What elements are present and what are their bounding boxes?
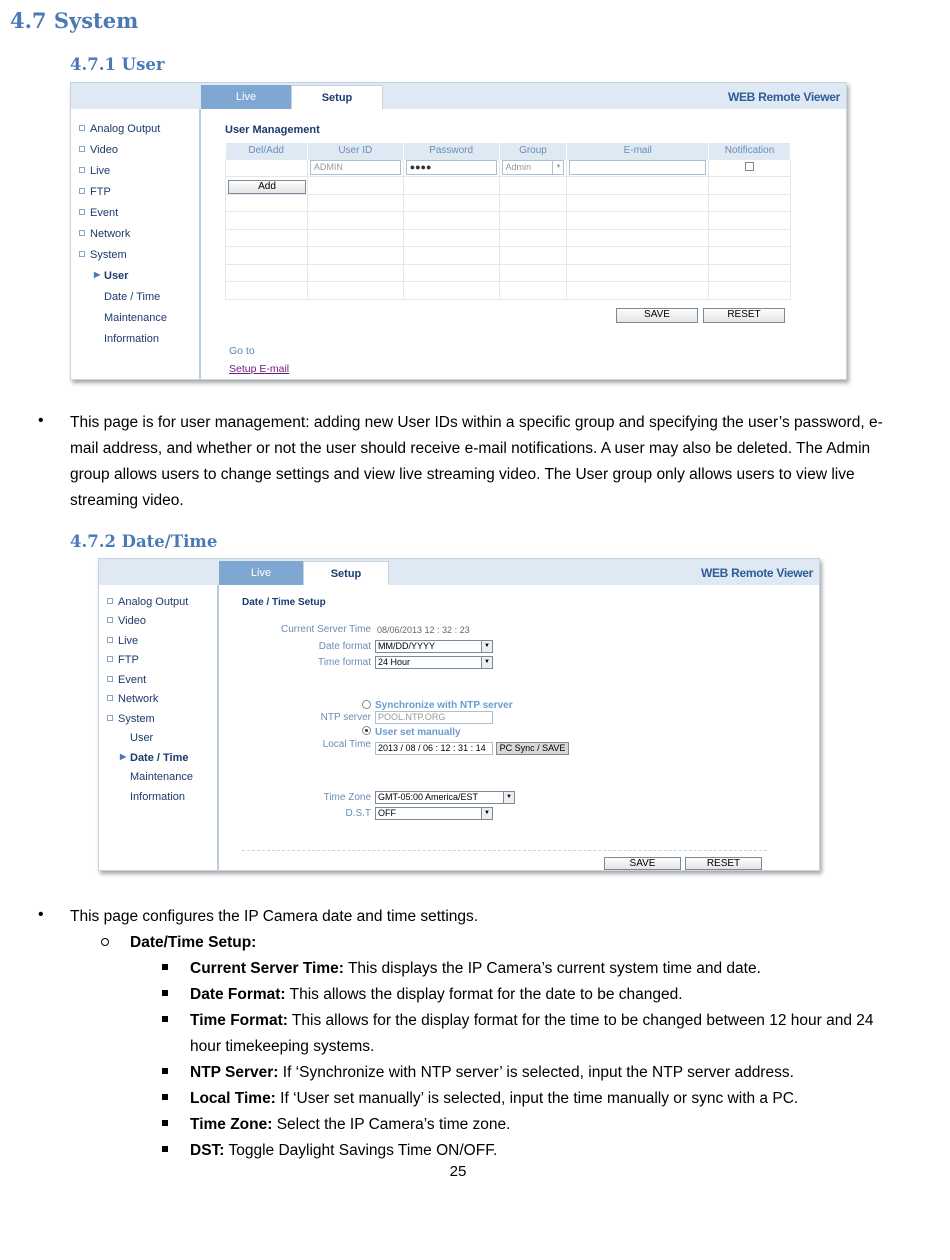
chevron-down-icon: ▼	[481, 641, 492, 652]
column-header: E-mail	[567, 143, 709, 159]
table-row	[226, 194, 791, 212]
list-item: Local Time: If ‘User set manually’ is selected, input the time manually or sync with a PC.	[190, 1090, 799, 1107]
user-id-input[interactable]: ADMIN	[310, 160, 401, 175]
expand-icon	[79, 188, 85, 194]
arrow-right-icon: ▶	[94, 270, 101, 279]
square-bullet-icon	[162, 1016, 168, 1022]
sidebar	[99, 585, 219, 870]
time-zone-label: Time Zone	[323, 792, 371, 803]
save-button[interactable]: SAVE	[616, 308, 698, 323]
square-bullet-icon	[162, 1146, 168, 1152]
square-bullet-icon	[162, 1094, 168, 1100]
list-item: Current Server Time: This displays the IP Camera’s current system time and date.	[190, 960, 761, 977]
column-header: Group	[499, 143, 567, 159]
ntp-server-input[interactable]: POOL.NTP.ORG	[375, 711, 493, 724]
sidebar-item-user[interactable]: ▶ User	[94, 270, 129, 282]
circle-bullet-icon	[101, 938, 109, 946]
sidebar-item-event[interactable]: Event	[107, 674, 146, 686]
table-header-row	[226, 143, 791, 159]
expand-icon	[107, 656, 113, 662]
sync-ntp-label: Synchronize with NTP server	[375, 700, 513, 711]
local-time-input[interactable]: 2013 / 08 / 06 : 12 : 31 : 14	[375, 742, 493, 755]
tab-setup[interactable]: Setup	[291, 85, 383, 109]
time-format-select[interactable]: 24 Hour ▼	[375, 656, 493, 669]
expand-icon	[79, 209, 85, 215]
sidebar-item-live[interactable]: Live	[79, 165, 110, 177]
expand-icon	[107, 715, 113, 721]
list-item: Time Zone: Select the IP Camera’s time zone.	[190, 1116, 511, 1133]
square-bullet-icon	[162, 1120, 168, 1126]
add-button[interactable]: Add	[228, 180, 306, 194]
sidebar-item-user[interactable]: User	[130, 732, 154, 744]
user-table	[225, 143, 791, 300]
panel-title: Date / Time Setup	[242, 597, 326, 608]
section-title: 4.7 System	[10, 8, 139, 33]
sidebar-item-video[interactable]: Video	[79, 144, 118, 156]
tab-live[interactable]: Live	[219, 561, 303, 585]
pc-sync-save-button[interactable]: PC Sync / SAVE	[496, 742, 569, 755]
sidebar-item-information[interactable]: Information	[104, 333, 160, 345]
email-input[interactable]	[569, 160, 706, 175]
reset-button[interactable]: RESET	[703, 308, 785, 323]
dst-label: D.S.T	[345, 808, 371, 819]
table-row	[226, 212, 791, 230]
expand-icon	[79, 167, 85, 173]
expand-icon	[107, 695, 113, 701]
column-header: Del/Add	[226, 143, 308, 159]
list-item: Date Format: This allows the display format for the date to be changed.	[190, 986, 683, 1003]
expand-icon	[107, 676, 113, 682]
column-header: User ID	[307, 143, 403, 159]
expand-icon	[107, 598, 113, 604]
table-row	[226, 264, 791, 282]
sidebar-item-event[interactable]: Event	[79, 207, 118, 219]
sidebar-item-ftp[interactable]: FTP	[107, 654, 139, 666]
expand-icon	[79, 146, 85, 152]
reset-button[interactable]: RESET	[685, 857, 762, 870]
dst-select[interactable]: OFF ▼	[375, 807, 493, 820]
expand-icon	[79, 230, 85, 236]
tab-live[interactable]: Live	[201, 85, 291, 109]
sidebar-item-date-time[interactable]: ▶ Date / Time	[120, 752, 189, 764]
panel-title: User Management	[225, 124, 320, 136]
password-input[interactable]: ●●●●	[406, 160, 497, 175]
list-item: Time Format: This allows for the display format for the time to be changed between 12 hour and 24 hour timekeeping systems.	[190, 1012, 874, 1055]
table-row	[226, 159, 791, 177]
group-select[interactable]: Admin ▼	[502, 160, 565, 175]
table-row	[226, 247, 791, 265]
brand-logo: WEB Remote Viewer	[700, 566, 813, 580]
setup-email-link[interactable]: Setup E-mail	[229, 363, 290, 375]
sidebar-item-ftp[interactable]: FTP	[79, 186, 111, 198]
expand-icon	[79, 251, 85, 257]
square-bullet-icon	[162, 990, 168, 996]
sidebar-item-analog-output[interactable]: Analog Output	[107, 596, 188, 608]
notification-checkbox[interactable]	[745, 162, 754, 171]
chevron-down-icon: ▼	[503, 792, 514, 803]
sidebar-item-date-time[interactable]: Date / Time	[104, 291, 161, 303]
date-format-label: Date format	[318, 641, 371, 652]
expand-icon	[79, 125, 85, 131]
user-section-title: 4.7.1 User	[70, 55, 165, 74]
square-bullet-icon	[162, 1068, 168, 1074]
sidebar-item-maintenance[interactable]: Maintenance	[130, 771, 193, 783]
user-set-label: User set manually	[375, 727, 461, 738]
page-number: 25	[449, 1163, 467, 1180]
table-row	[226, 177, 791, 195]
current-server-time-label: Current Server Time	[280, 624, 371, 635]
save-button[interactable]: SAVE	[604, 857, 681, 870]
expand-icon	[107, 617, 113, 623]
tab-setup[interactable]: Setup	[303, 561, 389, 585]
divider	[242, 850, 767, 851]
datetime-sub-heading: Date/Time Setup:	[130, 934, 257, 951]
sidebar-item-live[interactable]: Live	[107, 635, 138, 647]
chevron-down-icon: ▼	[552, 161, 563, 174]
sync-ntp-radio[interactable]	[362, 700, 371, 709]
time-zone-select[interactable]: GMT-05:00 America/EST ▼	[375, 791, 515, 804]
time-format-label: Time format	[318, 657, 371, 668]
table-row	[226, 229, 791, 247]
sidebar-item-system[interactable]: System	[79, 249, 127, 261]
user-set-radio[interactable]	[362, 726, 371, 735]
user-description: This page is for user management: adding new User IDs within a specific group and specifying the user’s password, e-mail address, and whether or not the user should receive e-mail notifications. A user may also be deleted. The Admin group allows users to change settings and view live streaming video. The User group only allows users to view live streaming video.	[70, 414, 883, 509]
sidebar-item-network[interactable]: Network	[107, 693, 158, 705]
chevron-down-icon: ▼	[481, 657, 492, 668]
date-format-select[interactable]: MM/DD/YYYY ▼	[375, 640, 493, 653]
sidebar-item-video[interactable]: Video	[107, 615, 146, 627]
ntp-server-label: NTP server	[320, 712, 371, 723]
table-row	[226, 282, 791, 300]
sidebar-item-maintenance[interactable]: Maintenance	[104, 312, 167, 324]
square-bullet-icon	[162, 964, 168, 970]
column-header: Password	[403, 143, 499, 159]
bullet-icon: •	[38, 412, 44, 429]
current-server-time-value: 08/06/2013 12 : 32 : 23	[377, 625, 470, 635]
list-item: NTP Server: If ‘Synchronize with NTP server’ is selected, input the NTP server address.	[190, 1064, 794, 1081]
local-time-label: Local Time	[322, 739, 371, 750]
datetime-screenshot	[98, 558, 820, 871]
datetime-section-title: 4.7.2 Date/Time	[70, 532, 218, 551]
sidebar-item-system[interactable]: System	[107, 713, 155, 725]
expand-icon	[107, 637, 113, 643]
sidebar-item-analog-output[interactable]: Analog Output	[79, 123, 160, 135]
list-item: DST: Toggle Daylight Savings Time ON/OFF.	[190, 1142, 498, 1159]
brand-logo: WEB Remote Viewer	[727, 90, 840, 104]
user-management-screenshot	[70, 82, 847, 380]
sidebar-item-information[interactable]: Information	[130, 791, 186, 803]
goto-label: Go to	[229, 345, 255, 357]
datetime-intro: This page configures the IP Camera date and time settings.	[70, 908, 479, 925]
chevron-down-icon: ▼	[481, 808, 492, 819]
arrow-right-icon: ▶	[120, 752, 127, 761]
bullet-icon: •	[38, 906, 44, 923]
sidebar-item-network[interactable]: Network	[79, 228, 130, 240]
column-header: Notification	[709, 143, 791, 159]
